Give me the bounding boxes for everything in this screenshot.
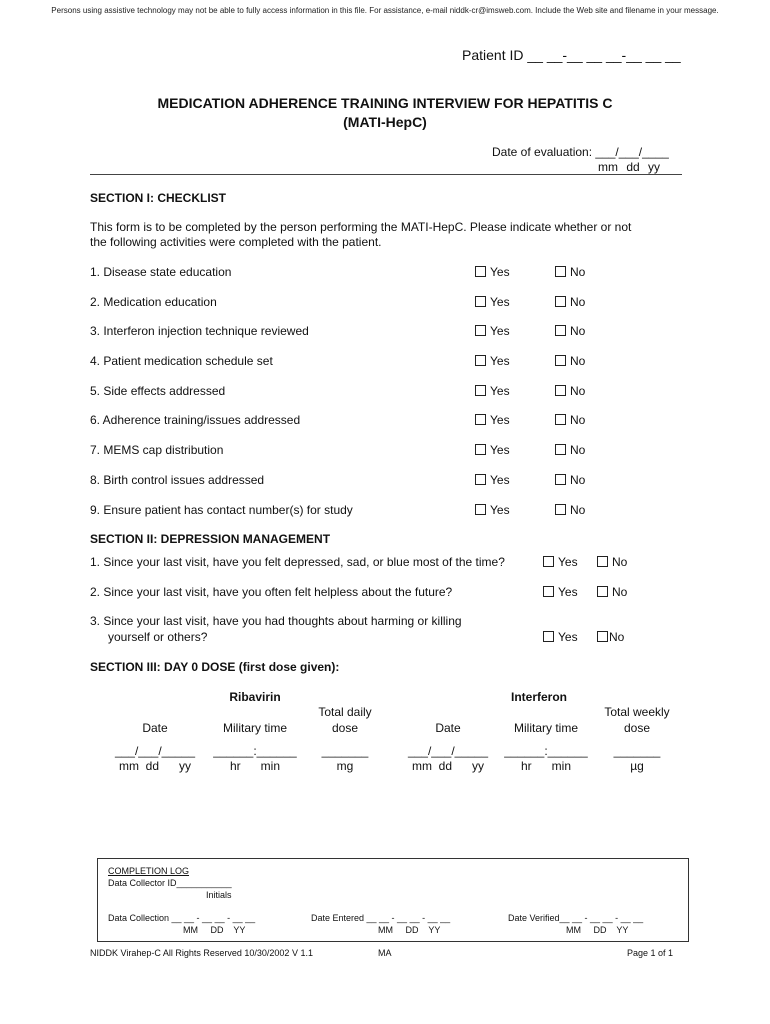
checkbox-icon[interactable] [475,266,486,277]
ribavirin-dose-field[interactable]: _______ [321,744,369,758]
patient-id-field: Patient ID __ __-__ __ __-__ __ __ [462,47,681,63]
date-verified-field[interactable]: Date Verified__ __ - __ __ - __ __ [508,913,644,923]
accessibility-notice: Persons using assistive technology may not be able to fully access information in this file. For assistance, e-mail niddk-cr@imsweb.com. Include the Web site and filename in your message. [51,6,719,15]
checkbox-icon[interactable] [475,474,486,485]
section-1-intro-line2: the following activities were completed with the patient. [90,235,382,249]
checkbox-icon[interactable] [555,355,566,366]
section-2-heading: SECTION II: DEPRESSION MANAGEMENT [90,532,331,546]
completion-log-box [97,858,689,942]
checkbox-icon[interactable] [543,586,554,597]
form-subtitle: (MATI-HepC) [343,114,427,130]
date-entered-format: MM DD YY [378,925,441,935]
checkbox-icon[interactable] [597,631,608,642]
q1-yes-option[interactable]: Yes [543,555,578,569]
depression-question-2: 2. Since your last visit, have you often felt helpless about the future? [90,585,453,599]
checklist-no-option[interactable]: No [555,295,585,309]
ribavirin-time-label: Military time [222,721,287,735]
checkbox-icon[interactable] [475,325,486,336]
checklist-no-option[interactable]: No [555,324,585,338]
ribavirin-date-field[interactable]: ___/___/_____ [114,744,196,758]
ribavirin-heading: Ribavirin [229,690,281,704]
depression-question-1: 1. Since your last visit, have you felt depressed, sad, or blue most of the time? [90,555,505,569]
checkbox-icon[interactable] [597,556,608,567]
checklist-item-label: 4. Patient medication schedule set [90,354,273,368]
checklist-item-label: 5. Side effects addressed [90,384,226,398]
checklist-yes-option[interactable]: Yes [475,413,510,427]
interferon-dose-label-2: dose [623,721,651,735]
interferon-date-format: mm dd yy [411,759,484,773]
checklist-no-option[interactable]: No [555,384,585,398]
checklist-yes-option[interactable]: Yes [475,473,510,487]
depression-question-3-line1: 3. Since your last visit, have you had thoughts about harming or killing [90,614,462,628]
checkbox-icon[interactable] [555,325,566,336]
checkbox-icon[interactable] [555,296,566,307]
checklist-item-label: 6. Adherence training/issues addressed [90,413,301,427]
data-collection-format: MM DD YY [183,925,246,935]
checkbox-icon[interactable] [555,414,566,425]
checklist-yes-option[interactable]: Yes [475,295,510,309]
checklist-no-option[interactable]: No [555,413,585,427]
q2-no-option[interactable]: No [597,585,627,599]
form-title: MEDICATION ADHERENCE TRAINING INTERVIEW FOR HEPATITIS C [157,95,613,111]
interferon-date-label: Date [435,721,461,735]
checkbox-icon[interactable] [475,414,486,425]
data-collection-field[interactable]: Data Collection __ __ - __ __ - __ __ [108,913,256,923]
checkbox-icon[interactable] [555,266,566,277]
checklist-no-option[interactable]: No [555,473,585,487]
initials-label: Initials [206,890,232,900]
interferon-time-format: hr min [520,759,571,773]
checkbox-icon[interactable] [543,631,554,642]
date-of-evaluation-format: mm dd yy [598,160,661,174]
ribavirin-dose-label-1: Total daily [318,705,372,719]
interferon-date-field[interactable]: ___/___/_____ [407,744,489,758]
interferon-heading: Interferon [510,690,567,704]
checklist-yes-option[interactable]: Yes [475,443,510,457]
date-verified-format: MM DD YY [566,925,629,935]
checklist-item-label: 8. Birth control issues addressed [90,473,265,487]
checkbox-icon[interactable] [597,586,608,597]
ribavirin-time-format: hr min [229,759,280,773]
section-1-intro-line1: This form is to be completed by the person performing the MATI-HepC. Please indicate whether or not [90,220,632,234]
interferon-dose-label-1: Total weekly [604,705,670,719]
checkbox-icon[interactable] [475,296,486,307]
checklist-item-label: 9. Ensure patient has contact number(s) for study [90,503,353,517]
checklist-item-label: 3. Interferon injection technique reviewed [90,324,309,338]
header-divider [90,174,682,175]
checkbox-icon[interactable] [475,385,486,396]
interferon-dose-field[interactable]: _______ [613,744,661,758]
interferon-time-field[interactable]: ______:______ [504,744,588,758]
checklist-no-option[interactable]: No [555,265,585,279]
checkbox-icon[interactable] [475,504,486,515]
checklist-yes-option[interactable]: Yes [475,324,510,338]
checklist-no-option[interactable]: No [555,503,585,517]
checkbox-icon[interactable] [475,355,486,366]
footer-page-number: Page 1 of 1 [627,948,674,958]
checklist-no-option[interactable]: No [555,443,585,457]
section-3-heading: SECTION III: DAY 0 DOSE (first dose given): [90,660,340,674]
checkbox-icon[interactable] [555,504,566,515]
interferon-dose-unit: µg [630,759,644,773]
q2-yes-option[interactable]: Yes [543,585,578,599]
date-entered-field[interactable]: Date Entered __ __ - __ __ - __ __ [311,913,451,923]
checkbox-icon[interactable] [543,556,554,567]
checkbox-icon[interactable] [475,444,486,455]
checklist-yes-option[interactable]: Yes [475,503,510,517]
checklist-yes-option[interactable]: Yes [475,354,510,368]
ribavirin-dose-label-2: dose [331,721,359,735]
depression-question-3-line2: yourself or others? [108,630,208,644]
ribavirin-date-format: mm dd yy [118,759,191,773]
completion-log-heading: COMPLETION LOG [108,866,190,876]
section-1-heading: SECTION I: CHECKLIST [90,191,227,205]
ribavirin-date-label: Date [142,721,168,735]
ribavirin-dose-unit: mg [336,759,354,773]
checklist-item-label: 2. Medication education [90,295,217,309]
checklist-item-label: 7. MEMS cap distribution [90,443,224,457]
footer-initials: MA [378,948,392,958]
footer-copyright: NIDDK Virahep-C All Rights Reserved 10/30/2002 V 1.1 [90,948,313,958]
checklist-item-label: 1. Disease state education [90,265,232,279]
q1-no-option[interactable]: No [597,555,627,569]
data-collector-id-field[interactable]: Data Collector ID___________ [108,878,232,888]
checkbox-icon[interactable] [555,444,566,455]
checkbox-icon[interactable] [555,474,566,485]
checklist-yes-option[interactable]: Yes [475,265,510,279]
interferon-time-label: Military time [513,721,578,735]
ribavirin-time-field[interactable]: ______:______ [213,744,297,758]
q3-no-option[interactable]: No [597,630,624,644]
q3-yes-option[interactable]: Yes [543,630,578,644]
checklist-no-option[interactable]: No [555,354,585,368]
date-of-evaluation-label: Date of evaluation: ___/___/____ [492,145,669,159]
checkbox-icon[interactable] [555,385,566,396]
checklist-yes-option[interactable]: Yes [475,384,510,398]
